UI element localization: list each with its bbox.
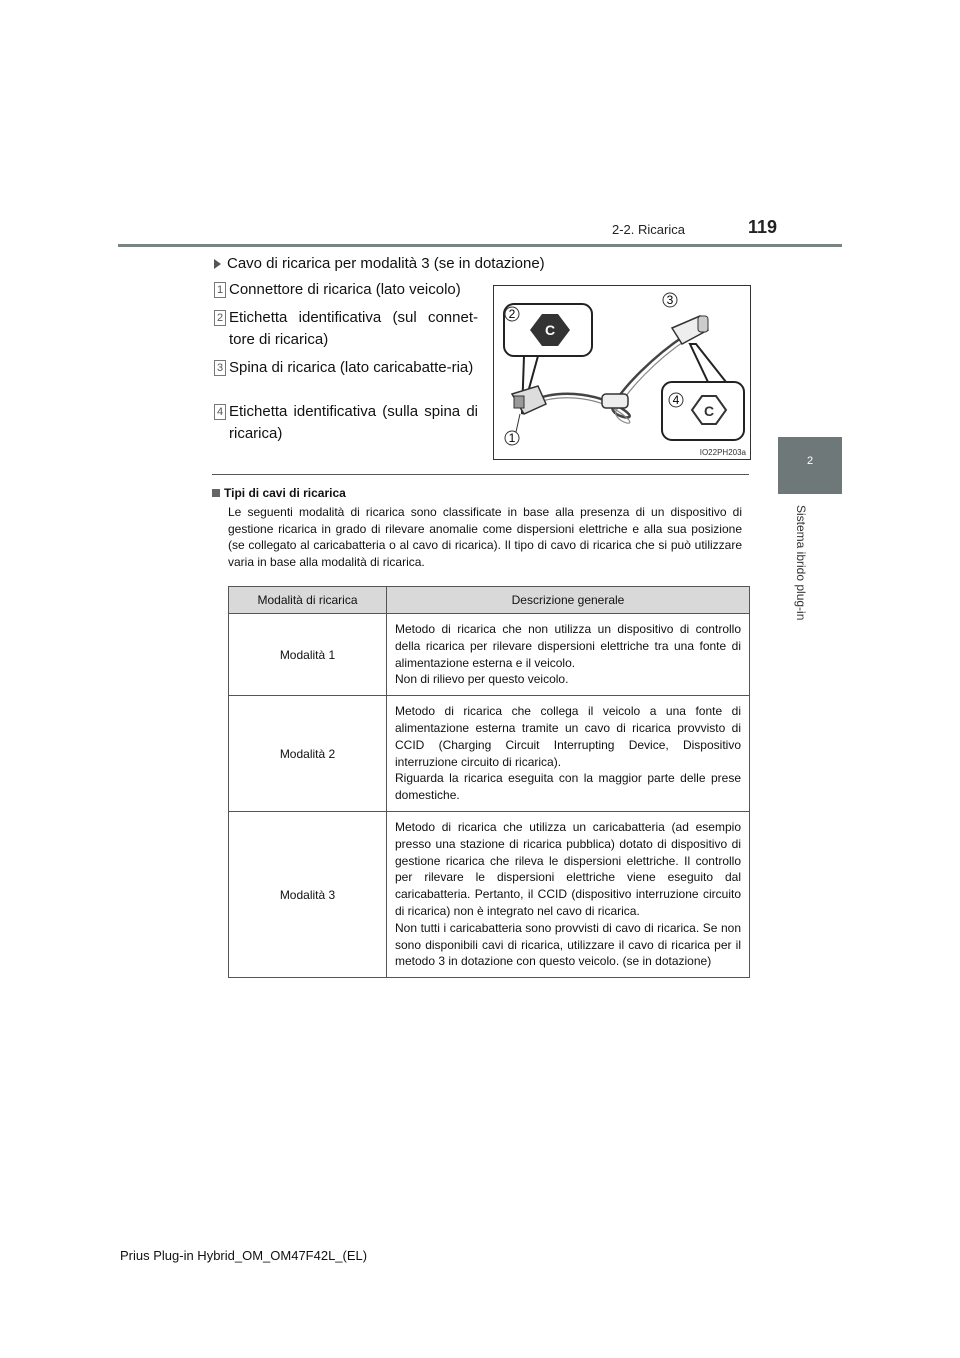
charging-modes-table bbox=[228, 586, 750, 978]
document-footer: Prius Plug-in Hybrid_OM_OM47F42L_(EL) bbox=[120, 1248, 368, 1263]
legend-text: Spina di ricarica (lato caricabatte-ria) bbox=[229, 359, 474, 376]
legend-item bbox=[214, 401, 478, 445]
description-cell bbox=[387, 696, 750, 812]
figure-label-c: C bbox=[703, 403, 715, 419]
section-heading bbox=[212, 486, 346, 500]
callout-1: 1 bbox=[508, 431, 516, 445]
mode-cell: Modalità 1 bbox=[229, 614, 387, 696]
triangle-bullet-icon bbox=[214, 259, 221, 269]
description-line: Non tutti i caricabatteria sono provvisti di cavo di ricarica. Se non sono disponibili cavi di ricarica, utilizzare il cavo di ricarica per il metodo 3 in dotazione con questo veicolo. (se in dotazione) bbox=[395, 920, 741, 969]
table-row bbox=[229, 811, 750, 977]
intro-paragraph: Le seguenti modalità di ricarica sono classificate in base alla presenza di un dispositivo di gestione ricarica in grado di rilevare anomalie come dispersioni elettriche e alla sua posizione (se collegato al caricabatteria o al cavo di ricarica). Il tipo di cavo di ricarica che si può utilizzare varia in base alla modalità di ricarica. bbox=[228, 505, 742, 569]
legend-item bbox=[214, 357, 478, 379]
column-header-description: Descrizione generale bbox=[387, 587, 750, 614]
description-cell bbox=[387, 614, 750, 696]
description-line: Metodo di ricarica che utilizza un caricabatteria (ad esempio presso una stazione di ricarica pubblica) dotato di dispositivo di gestione ricarica che rileva le dispersioni elettriche. Il controllo per rilevare le dispersioni elettriche viene eseguito dal caricabatteria. Pertanto, il CCID (dispositivo interruzione circuito di ricarica) non è integrato nel cavo di ricarica. bbox=[395, 819, 741, 918]
description-line: Metodo di ricarica che collega il veicolo a una fonte di alimentazione esterna tramite un cavo di ricarica provvisto di CCID (Charging Circuit Interrupting Device, Dispositivo interruzione circuito di ricarica). bbox=[395, 704, 741, 769]
subsection-heading bbox=[214, 255, 545, 272]
callout-2: 2 bbox=[508, 307, 516, 321]
description-line: Metodo di ricarica che non utilizza un dispositivo di controllo della ricarica per rilevare dispersioni elettriche tra una fonte di alimentazione esterna e il veicolo. bbox=[395, 622, 741, 670]
callout-number: 4 bbox=[214, 404, 226, 420]
callout-number: 2 bbox=[214, 310, 226, 326]
section-heading-text: Tipi di cavi di ricarica bbox=[224, 486, 346, 500]
section-title: 2-2. Ricarica bbox=[612, 222, 685, 237]
description-cell bbox=[387, 811, 750, 977]
mode-cell: Modalità 2 bbox=[229, 696, 387, 812]
mode-cell: Modalità 3 bbox=[229, 811, 387, 977]
table-header-row bbox=[229, 587, 750, 614]
page-number: 119 bbox=[748, 217, 778, 237]
chapter-title: Sistema ibrido plug-in bbox=[794, 505, 808, 621]
header-rule bbox=[118, 244, 842, 247]
figure-label-c: C bbox=[544, 322, 556, 338]
callout-number: 3 bbox=[214, 360, 226, 376]
description-line: Non di rilievo per questo veicolo. bbox=[395, 672, 569, 687]
figure-code: IO22PH203a bbox=[699, 448, 746, 457]
section-divider bbox=[212, 474, 749, 475]
legend-text: Etichetta identificativa (sulla spina di ricarica) bbox=[229, 403, 478, 442]
square-bullet-icon bbox=[212, 489, 220, 497]
column-header-mode: Modalità di ricarica bbox=[229, 587, 387, 614]
legend-item bbox=[214, 279, 478, 301]
table-row bbox=[229, 696, 750, 812]
description-line: Riguarda la ricarica eseguita con la maggior parte delle prese domestiche. bbox=[395, 771, 741, 803]
legend-text: Etichetta identificativa (sul connet-tore di ricarica) bbox=[229, 309, 478, 348]
callout-number: 1 bbox=[214, 282, 226, 298]
subsection-title: Cavo di ricarica per modalità 3 (se in dotazione) bbox=[227, 255, 545, 272]
legend-item bbox=[214, 307, 478, 351]
legend-text: Connettore di ricarica (lato veicolo) bbox=[229, 281, 461, 298]
table-row bbox=[229, 614, 750, 696]
callout-4: 4 bbox=[672, 393, 680, 407]
charging-cable-illustration bbox=[493, 285, 751, 460]
chapter-number: 2 bbox=[806, 455, 814, 467]
callout-3: 3 bbox=[666, 293, 674, 307]
cable-drawing bbox=[494, 286, 750, 459]
